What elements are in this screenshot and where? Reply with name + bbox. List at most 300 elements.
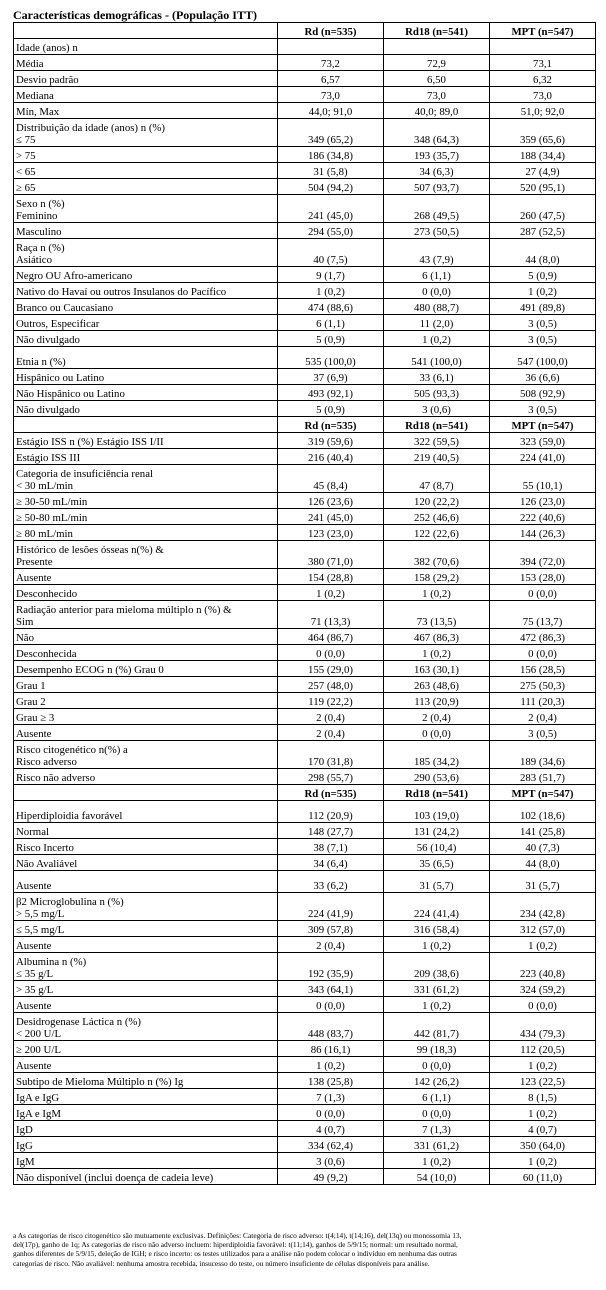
- value-cell: 4 (0,7): [490, 1121, 596, 1137]
- row-label: IgM: [14, 1153, 278, 1169]
- column-header: Rd18 (n=541): [384, 23, 490, 39]
- row-label: Normal: [14, 823, 278, 839]
- value-cell: 241 (45,0): [278, 195, 384, 223]
- value-cell: 268 (49,5): [384, 195, 490, 223]
- value-cell: 158 (29,2): [384, 569, 490, 585]
- table-row: [14, 449, 596, 465]
- value-cell: 73,2: [278, 55, 384, 71]
- table-row: [14, 801, 596, 823]
- table-header-row: [14, 785, 596, 801]
- table-row: [14, 267, 596, 283]
- header-empty-cell: [14, 417, 278, 433]
- table-row: [14, 283, 596, 299]
- table-row: [14, 661, 596, 677]
- row-label: Ausente: [14, 569, 278, 585]
- value-cell: 380 (71,0): [278, 541, 384, 569]
- value-cell: 464 (86,7): [278, 629, 384, 645]
- value-cell: 45 (8,4): [278, 465, 384, 493]
- footnote-line: ganhos diferentes de 5/9/15, deleção de IGH; e risco incerto: os testes utilizados para a análise não podem colocar o indivíduo em nenhuma das outras: [13, 1249, 457, 1259]
- value-cell: 185 (34,2): [384, 741, 490, 769]
- value-cell: 290 (53,6): [384, 769, 490, 785]
- value-cell: 331 (61,2): [384, 1137, 490, 1153]
- value-cell: 37 (6,9): [278, 369, 384, 385]
- value-cell: 434 (79,3): [490, 1013, 596, 1041]
- row-label: Ausente: [14, 997, 278, 1013]
- column-header: MPT (n=547): [490, 23, 596, 39]
- value-cell: 547 (100,0): [490, 347, 596, 369]
- value-cell: 394 (72,0): [490, 541, 596, 569]
- value-cell: 3 (0,6): [384, 401, 490, 417]
- value-cell: 31 (5,7): [384, 871, 490, 893]
- value-cell: [490, 39, 596, 55]
- value-cell: 113 (20,9): [384, 693, 490, 709]
- table-row: [14, 369, 596, 385]
- value-cell: 1 (0,2): [278, 585, 384, 601]
- value-cell: 493 (92,1): [278, 385, 384, 401]
- row-label: Branco ou Caucasiano: [14, 299, 278, 315]
- table-row: [14, 953, 596, 981]
- row-label: IgG: [14, 1137, 278, 1153]
- row-label: Grau 2: [14, 693, 278, 709]
- value-cell: 141 (25,8): [490, 823, 596, 839]
- value-cell: 0 (0,0): [490, 997, 596, 1013]
- value-cell: 163 (30,1): [384, 661, 490, 677]
- table-row: [14, 823, 596, 839]
- value-cell: 31 (5,7): [490, 871, 596, 893]
- value-cell: 520 (95,1): [490, 179, 596, 195]
- value-cell: 188 (34,4): [490, 147, 596, 163]
- value-cell: 7 (1,3): [278, 1089, 384, 1105]
- value-cell: 3 (0,5): [490, 331, 596, 347]
- value-cell: 73,0: [384, 87, 490, 103]
- value-cell: 5 (0,9): [490, 267, 596, 283]
- column-header: Rd18 (n=541): [384, 785, 490, 801]
- value-cell: 0 (0,0): [490, 585, 596, 601]
- value-cell: 73,0: [490, 87, 596, 103]
- value-cell: 99 (18,3): [384, 1041, 490, 1057]
- table-row: [14, 725, 596, 741]
- value-cell: 275 (50,3): [490, 677, 596, 693]
- value-cell: 142 (26,2): [384, 1073, 490, 1089]
- table-row: [14, 433, 596, 449]
- demographics-table: [13, 22, 596, 1185]
- value-cell: 156 (28,5): [490, 661, 596, 677]
- column-header: MPT (n=547): [490, 785, 596, 801]
- header-empty-cell: [14, 23, 278, 39]
- value-cell: 120 (22,2): [384, 493, 490, 509]
- table-row: [14, 223, 596, 239]
- value-cell: 234 (42,8): [490, 893, 596, 921]
- value-cell: 7 (1,3): [384, 1121, 490, 1137]
- table-row: [14, 997, 596, 1013]
- row-label: Estágio ISS III: [14, 449, 278, 465]
- value-cell: 260 (47,5): [490, 195, 596, 223]
- value-cell: 2 (0,4): [490, 709, 596, 725]
- table-row: [14, 315, 596, 331]
- value-cell: 33 (6,2): [278, 871, 384, 893]
- table-row: [14, 493, 596, 509]
- row-label: Ausente: [14, 725, 278, 741]
- value-cell: 4 (0,7): [278, 1121, 384, 1137]
- value-cell: 0 (0,0): [278, 997, 384, 1013]
- value-cell: 47 (8,7): [384, 465, 490, 493]
- value-cell: 49 (9,2): [278, 1169, 384, 1185]
- value-cell: 40 (7,5): [278, 239, 384, 267]
- table-row: [14, 239, 596, 267]
- value-cell: 38 (7,1): [278, 839, 384, 855]
- column-header: Rd (n=535): [278, 417, 384, 433]
- value-cell: 283 (51,7): [490, 769, 596, 785]
- table-row: [14, 147, 596, 163]
- value-cell: 222 (40,6): [490, 509, 596, 525]
- value-cell: 507 (93,7): [384, 179, 490, 195]
- value-cell: 1 (0,2): [384, 585, 490, 601]
- value-cell: 3 (0,6): [278, 1153, 384, 1169]
- value-cell: 2 (0,4): [278, 709, 384, 725]
- value-cell: 6 (1,1): [384, 267, 490, 283]
- value-cell: 11 (2,0): [384, 315, 490, 331]
- value-cell: 348 (64,3): [384, 119, 490, 147]
- value-cell: 224 (41,4): [384, 893, 490, 921]
- table-row: [14, 871, 596, 893]
- value-cell: 350 (64,0): [490, 1137, 596, 1153]
- value-cell: 257 (48,0): [278, 677, 384, 693]
- value-cell: 1 (0,2): [278, 1057, 384, 1073]
- value-cell: 323 (59,0): [490, 433, 596, 449]
- value-cell: 73,1: [490, 55, 596, 71]
- value-cell: 126 (23,6): [278, 493, 384, 509]
- table-row: [14, 1121, 596, 1137]
- row-label: Radiação anterior para mieloma múltiplo n (%) & Sim: [14, 601, 278, 629]
- value-cell: 0 (0,0): [384, 1057, 490, 1073]
- row-label: Histórico de lesões ósseas n(%) & Presente: [14, 541, 278, 569]
- value-cell: 6,32: [490, 71, 596, 87]
- value-cell: 40 (7,3): [490, 839, 596, 855]
- table-row: [14, 629, 596, 645]
- row-label: Mediana: [14, 87, 278, 103]
- row-label: Não divulgado: [14, 331, 278, 347]
- value-cell: 123 (23,0): [278, 525, 384, 541]
- value-cell: 102 (18,6): [490, 801, 596, 823]
- value-cell: 155 (29,0): [278, 661, 384, 677]
- row-label: Negro OU Afro-americano: [14, 267, 278, 283]
- value-cell: 1 (0,2): [384, 1153, 490, 1169]
- value-cell: 322 (59,5): [384, 433, 490, 449]
- table-row: [14, 163, 596, 179]
- value-cell: [384, 39, 490, 55]
- row-label: Nativo do Havaí ou outros Insulanos do Pacífico: [14, 283, 278, 299]
- value-cell: 3 (0,5): [490, 725, 596, 741]
- row-label: Hiperdiploidia favorável: [14, 801, 278, 823]
- row-label: Categoria de insuficiência renal < 30 mL/min: [14, 465, 278, 493]
- row-label: Desidrogenase Láctica n (%) < 200 U/L: [14, 1013, 278, 1041]
- row-label: Não Avaliável: [14, 855, 278, 871]
- table-row: [14, 1169, 596, 1185]
- value-cell: 33 (6,1): [384, 369, 490, 385]
- table-row: [14, 839, 596, 855]
- value-cell: 216 (40,4): [278, 449, 384, 465]
- value-cell: 192 (35,9): [278, 953, 384, 981]
- row-label: β2 Microglobulina n (%) > 5,5 mg/L: [14, 893, 278, 921]
- value-cell: 2 (0,4): [278, 937, 384, 953]
- table-row: [14, 385, 596, 401]
- table-row: [14, 119, 596, 147]
- table-row: [14, 709, 596, 725]
- table-row: [14, 1057, 596, 1073]
- value-cell: 6 (1,1): [278, 315, 384, 331]
- table-row: [14, 1041, 596, 1057]
- value-cell: 535 (100,0): [278, 347, 384, 369]
- row-label: Desconhecido: [14, 585, 278, 601]
- value-cell: 319 (59,6): [278, 433, 384, 449]
- value-cell: 170 (31,8): [278, 741, 384, 769]
- row-label: Não divulgado: [14, 401, 278, 417]
- value-cell: 223 (40,8): [490, 953, 596, 981]
- value-cell: 154 (28,8): [278, 569, 384, 585]
- footnote-line: categorias de risco. Não avaliável: nenhuma amostra recebida, insucesso do teste, ou número insuficiente de células disponíveis para análise.: [13, 1258, 430, 1268]
- table-row: [14, 769, 596, 785]
- row-label: Albumina n (%) ≤ 35 g/L: [14, 953, 278, 981]
- row-label: Estágio ISS n (%) Estágio ISS I/II: [14, 433, 278, 449]
- value-cell: 36 (6,6): [490, 369, 596, 385]
- value-cell: 331 (61,2): [384, 981, 490, 997]
- row-label: ≥ 200 U/L: [14, 1041, 278, 1057]
- value-cell: 359 (65,6): [490, 119, 596, 147]
- value-cell: 472 (86,3): [490, 629, 596, 645]
- row-label: Ausente: [14, 1057, 278, 1073]
- table-row: [14, 39, 596, 55]
- value-cell: 224 (41,9): [278, 893, 384, 921]
- row-label: Masculino: [14, 223, 278, 239]
- table-row: [14, 71, 596, 87]
- value-cell: 6,50: [384, 71, 490, 87]
- row-label: Distribuição da idade (anos) n (%) ≤ 75: [14, 119, 278, 147]
- value-cell: 1 (0,2): [490, 1105, 596, 1121]
- value-cell: 467 (86,3): [384, 629, 490, 645]
- value-cell: 103 (19,0): [384, 801, 490, 823]
- value-cell: 34 (6,3): [384, 163, 490, 179]
- table-row: [14, 693, 596, 709]
- value-cell: 209 (38,6): [384, 953, 490, 981]
- value-cell: 111 (20,3): [490, 693, 596, 709]
- value-cell: 224 (41,0): [490, 449, 596, 465]
- value-cell: 60 (11,0): [490, 1169, 596, 1185]
- value-cell: 0 (0,0): [278, 645, 384, 661]
- value-cell: 1 (0,2): [384, 645, 490, 661]
- value-cell: 35 (6,5): [384, 855, 490, 871]
- table-row: [14, 525, 596, 541]
- table-row: [14, 569, 596, 585]
- row-label: < 65: [14, 163, 278, 179]
- row-label: ≥ 65: [14, 179, 278, 195]
- value-cell: 2 (0,4): [278, 725, 384, 741]
- table-row: [14, 401, 596, 417]
- table-header-row: [14, 417, 596, 433]
- value-cell: 186 (34,8): [278, 147, 384, 163]
- value-cell: 138 (25,8): [278, 1073, 384, 1089]
- value-cell: 219 (40,5): [384, 449, 490, 465]
- value-cell: 1 (0,2): [490, 1153, 596, 1169]
- value-cell: 312 (57,0): [490, 921, 596, 937]
- value-cell: 263 (48,6): [384, 677, 490, 693]
- row-label: Sexo n (%) Feminino: [14, 195, 278, 223]
- header-empty-cell: [14, 785, 278, 801]
- table-row: [14, 921, 596, 937]
- value-cell: 298 (55,7): [278, 769, 384, 785]
- value-cell: 75 (13,7): [490, 601, 596, 629]
- value-cell: 334 (62,4): [278, 1137, 384, 1153]
- value-cell: 189 (34,6): [490, 741, 596, 769]
- value-cell: 193 (35,7): [384, 147, 490, 163]
- value-cell: 0 (0,0): [384, 1105, 490, 1121]
- value-cell: 241 (45,0): [278, 509, 384, 525]
- value-cell: 1 (0,2): [490, 283, 596, 299]
- table-row: [14, 855, 596, 871]
- value-cell: 112 (20,9): [278, 801, 384, 823]
- row-label: ≥ 80 mL/min: [14, 525, 278, 541]
- table-row: [14, 741, 596, 769]
- table-title: Características demográficas - (População ITT): [13, 8, 257, 22]
- value-cell: 3 (0,5): [490, 315, 596, 331]
- table-row: [14, 465, 596, 493]
- row-label: Não Hispânico ou Latino: [14, 385, 278, 401]
- table-row: [14, 541, 596, 569]
- column-header: Rd (n=535): [278, 23, 384, 39]
- table-row: [14, 55, 596, 71]
- table-row: [14, 645, 596, 661]
- row-label: Ausente: [14, 871, 278, 893]
- table-row: [14, 937, 596, 953]
- value-cell: 3 (0,5): [490, 401, 596, 417]
- row-label: IgD: [14, 1121, 278, 1137]
- value-cell: 0 (0,0): [490, 645, 596, 661]
- value-cell: 541 (100,0): [384, 347, 490, 369]
- row-label: Subtipo de Mieloma Múltiplo n (%) Ig: [14, 1073, 278, 1089]
- value-cell: 8 (1,5): [490, 1089, 596, 1105]
- table-row: [14, 195, 596, 223]
- footnote-line: del(17p), ganho de 1q; As categorias de risco não adverso incluem: hiperdiploidia favorável: t(11;14), ganhos de 5/9/15; normal: um resultado normal,: [13, 1240, 458, 1250]
- value-cell: 123 (22,5): [490, 1073, 596, 1089]
- row-label: Idade (anos) n: [14, 39, 278, 55]
- table-row: [14, 331, 596, 347]
- value-cell: 56 (10,4): [384, 839, 490, 855]
- footnote-line: a As categorias de risco citogenético são mutuamente exclusivas. Definições: Categoria de risco adverso: t(4;14), t(14;16), del(13q) ou monossomia 13,: [13, 1231, 462, 1240]
- value-cell: 9 (1,7): [278, 267, 384, 283]
- row-label: Hispânico ou Latino: [14, 369, 278, 385]
- value-cell: 252 (46,6): [384, 509, 490, 525]
- value-cell: 73,0: [278, 87, 384, 103]
- row-label: Raça n (%) Asiático: [14, 239, 278, 267]
- value-cell: 131 (24,2): [384, 823, 490, 839]
- value-cell: 34 (6,4): [278, 855, 384, 871]
- value-cell: 505 (93,3): [384, 385, 490, 401]
- row-label: ≤ 5,5 mg/L: [14, 921, 278, 937]
- value-cell: 0 (0,0): [384, 725, 490, 741]
- value-cell: [278, 39, 384, 55]
- table-row: [14, 1089, 596, 1105]
- value-cell: 148 (27,7): [278, 823, 384, 839]
- value-cell: 1 (0,2): [384, 997, 490, 1013]
- value-cell: 294 (55,0): [278, 223, 384, 239]
- value-cell: 122 (22,6): [384, 525, 490, 541]
- value-cell: 126 (23,0): [490, 493, 596, 509]
- value-cell: 44,0; 91,0: [278, 103, 384, 119]
- row-label: Grau ≥ 3: [14, 709, 278, 725]
- table-row: [14, 347, 596, 369]
- table-row: [14, 981, 596, 997]
- value-cell: 343 (64,1): [278, 981, 384, 997]
- value-cell: 1 (0,2): [384, 331, 490, 347]
- column-header: Rd18 (n=541): [384, 417, 490, 433]
- document-page: [13, 8, 595, 1185]
- value-cell: 71 (13,3): [278, 601, 384, 629]
- value-cell: 287 (52,5): [490, 223, 596, 239]
- table-row: [14, 1013, 596, 1041]
- row-label: IgA e IgG: [14, 1089, 278, 1105]
- row-label: Não disponível (inclui doença de cadeia leve): [14, 1169, 278, 1185]
- row-label: Não: [14, 629, 278, 645]
- row-label: Grau 1: [14, 677, 278, 693]
- value-cell: 73 (13,5): [384, 601, 490, 629]
- value-cell: 6,57: [278, 71, 384, 87]
- row-label: Outros, Especificar: [14, 315, 278, 331]
- row-label: Desempenho ECOG n (%) Grau 0: [14, 661, 278, 677]
- value-cell: 1 (0,2): [384, 937, 490, 953]
- value-cell: 273 (50,5): [384, 223, 490, 239]
- table-row: [14, 509, 596, 525]
- value-cell: 504 (94,2): [278, 179, 384, 195]
- row-label: ≥ 30-50 mL/min: [14, 493, 278, 509]
- table-row: [14, 299, 596, 315]
- value-cell: 5 (0,9): [278, 401, 384, 417]
- table-row: [14, 585, 596, 601]
- value-cell: 382 (70,6): [384, 541, 490, 569]
- value-cell: 324 (59,2): [490, 981, 596, 997]
- value-cell: 0 (0,0): [384, 283, 490, 299]
- row-label: Ausente: [14, 937, 278, 953]
- value-cell: 349 (65,2): [278, 119, 384, 147]
- value-cell: 153 (28,0): [490, 569, 596, 585]
- row-label: IgA e IgM: [14, 1105, 278, 1121]
- table-row: [14, 1105, 596, 1121]
- value-cell: 1 (0,2): [490, 1057, 596, 1073]
- value-cell: 316 (58,4): [384, 921, 490, 937]
- footnote: [13, 1231, 593, 1268]
- row-label: Desvio padrão: [14, 71, 278, 87]
- value-cell: 1 (0,2): [490, 937, 596, 953]
- table-row: [14, 893, 596, 921]
- table-row: [14, 601, 596, 629]
- table-header-row: [14, 23, 596, 39]
- value-cell: 86 (16,1): [278, 1041, 384, 1057]
- value-cell: 6 (1,1): [384, 1089, 490, 1105]
- value-cell: 442 (81,7): [384, 1013, 490, 1041]
- row-label: Risco Incerto: [14, 839, 278, 855]
- value-cell: 5 (0,9): [278, 331, 384, 347]
- value-cell: 480 (88,7): [384, 299, 490, 315]
- row-label: > 35 g/L: [14, 981, 278, 997]
- value-cell: 309 (57,8): [278, 921, 384, 937]
- table-row: [14, 677, 596, 693]
- row-label: Média: [14, 55, 278, 71]
- row-label: Risco não adverso: [14, 769, 278, 785]
- value-cell: 0 (0,0): [278, 1105, 384, 1121]
- row-label: > 75: [14, 147, 278, 163]
- value-cell: 43 (7,9): [384, 239, 490, 267]
- value-cell: 144 (26,3): [490, 525, 596, 541]
- value-cell: 51,0; 92,0: [490, 103, 596, 119]
- value-cell: 119 (22,2): [278, 693, 384, 709]
